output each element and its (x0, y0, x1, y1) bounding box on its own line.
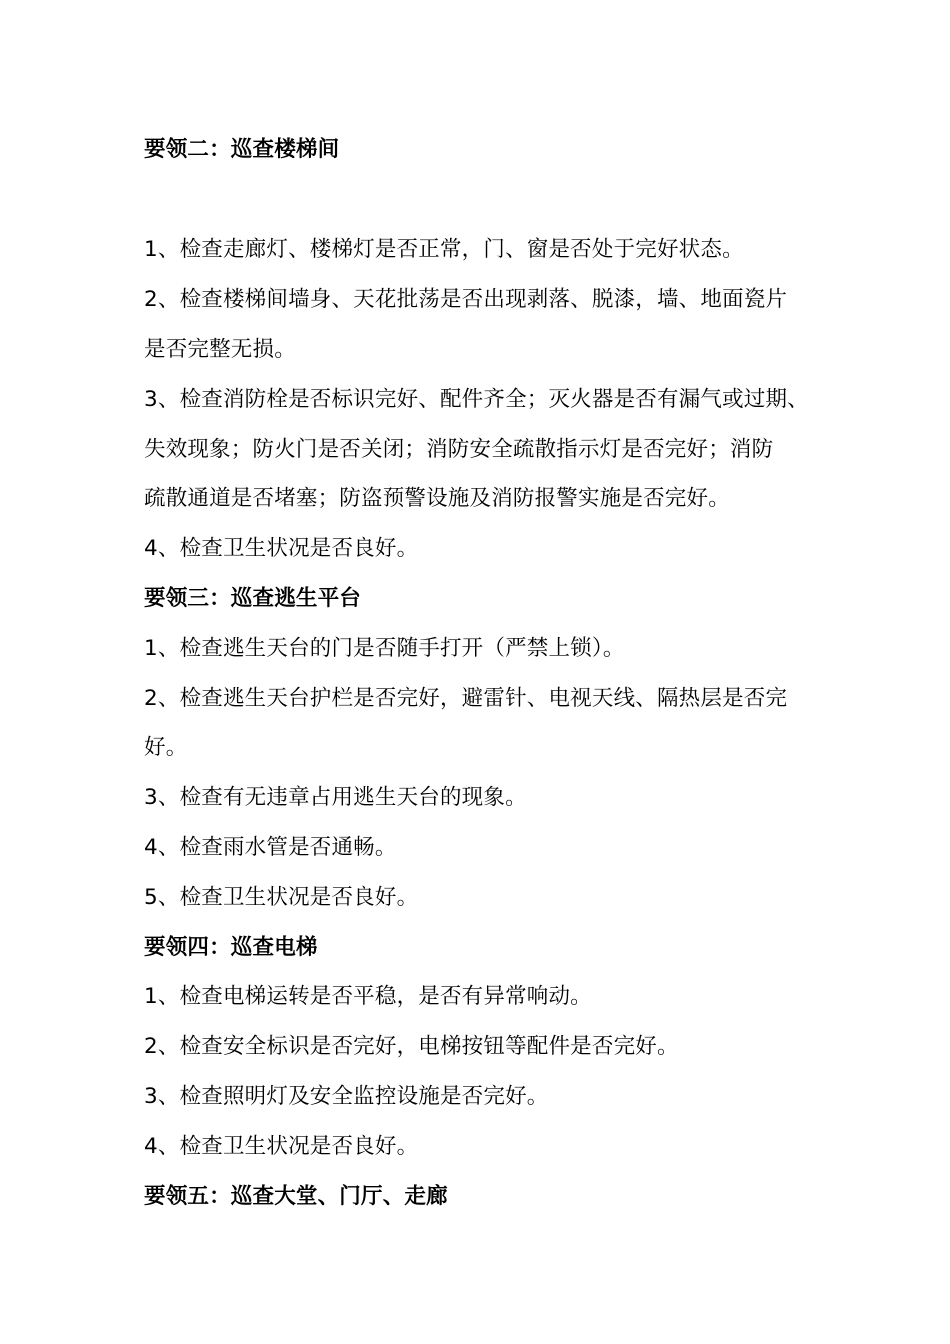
list-item: 3、检查消防栓是否标识完好、配件齐全；灭火器是否有漏气或过期、 (144, 387, 809, 412)
list-item: 4、检查卫生状况是否良好。 (144, 1134, 419, 1159)
list-item: 1、检查逃生天台的门是否随手打开（严禁上锁）。 (144, 636, 625, 661)
list-item: 3、检查有无违章占用逃生天台的现象。 (144, 785, 527, 810)
list-item: 4、检查卫生状况是否良好。 (144, 536, 419, 561)
list-item: 1、检查走廊灯、楼梯灯是否正常，门、窗是否处于完好状态。 (144, 237, 744, 262)
section-heading-escape-platform: 要领三：巡查逃生平台 (144, 586, 362, 611)
section-heading-lobby: 要领五：巡查大堂、门厅、走廊 (144, 1184, 448, 1209)
list-item: 5、检查卫生状况是否良好。 (144, 885, 419, 910)
list-item: 2、检查安全标识是否完好，电梯按钮等配件是否完好。 (144, 1034, 679, 1059)
section-heading-elevator: 要领四：巡查电梯 (144, 935, 318, 960)
list-item-continued: 好。 (144, 735, 188, 760)
list-item: 3、检查照明灯及安全监控设施是否完好。 (144, 1084, 549, 1109)
list-item-continued: 失效现象；防火门是否关闭；消防安全疏散指示灯是否完好；消防 (144, 437, 774, 462)
list-item-continued: 疏散通道是否堵塞；防盗预警设施及消防报警实施是否完好。 (144, 486, 730, 511)
list-item: 1、检查电梯运转是否平稳，是否有异常响动。 (144, 984, 592, 1009)
list-item: 4、检查雨水管是否通畅。 (144, 835, 397, 860)
list-item: 2、检查逃生天台护栏是否完好，避雷针、电视天线、隔热层是否完 (144, 686, 788, 711)
list-item: 2、检查楼梯间墙身、天花批荡是否出现剥落、脱漆，墙、地面瓷片 (144, 287, 788, 312)
list-item-continued: 是否完整无损。 (144, 337, 296, 362)
section-heading-stairwell: 要领二：巡查楼梯间 (144, 137, 340, 162)
